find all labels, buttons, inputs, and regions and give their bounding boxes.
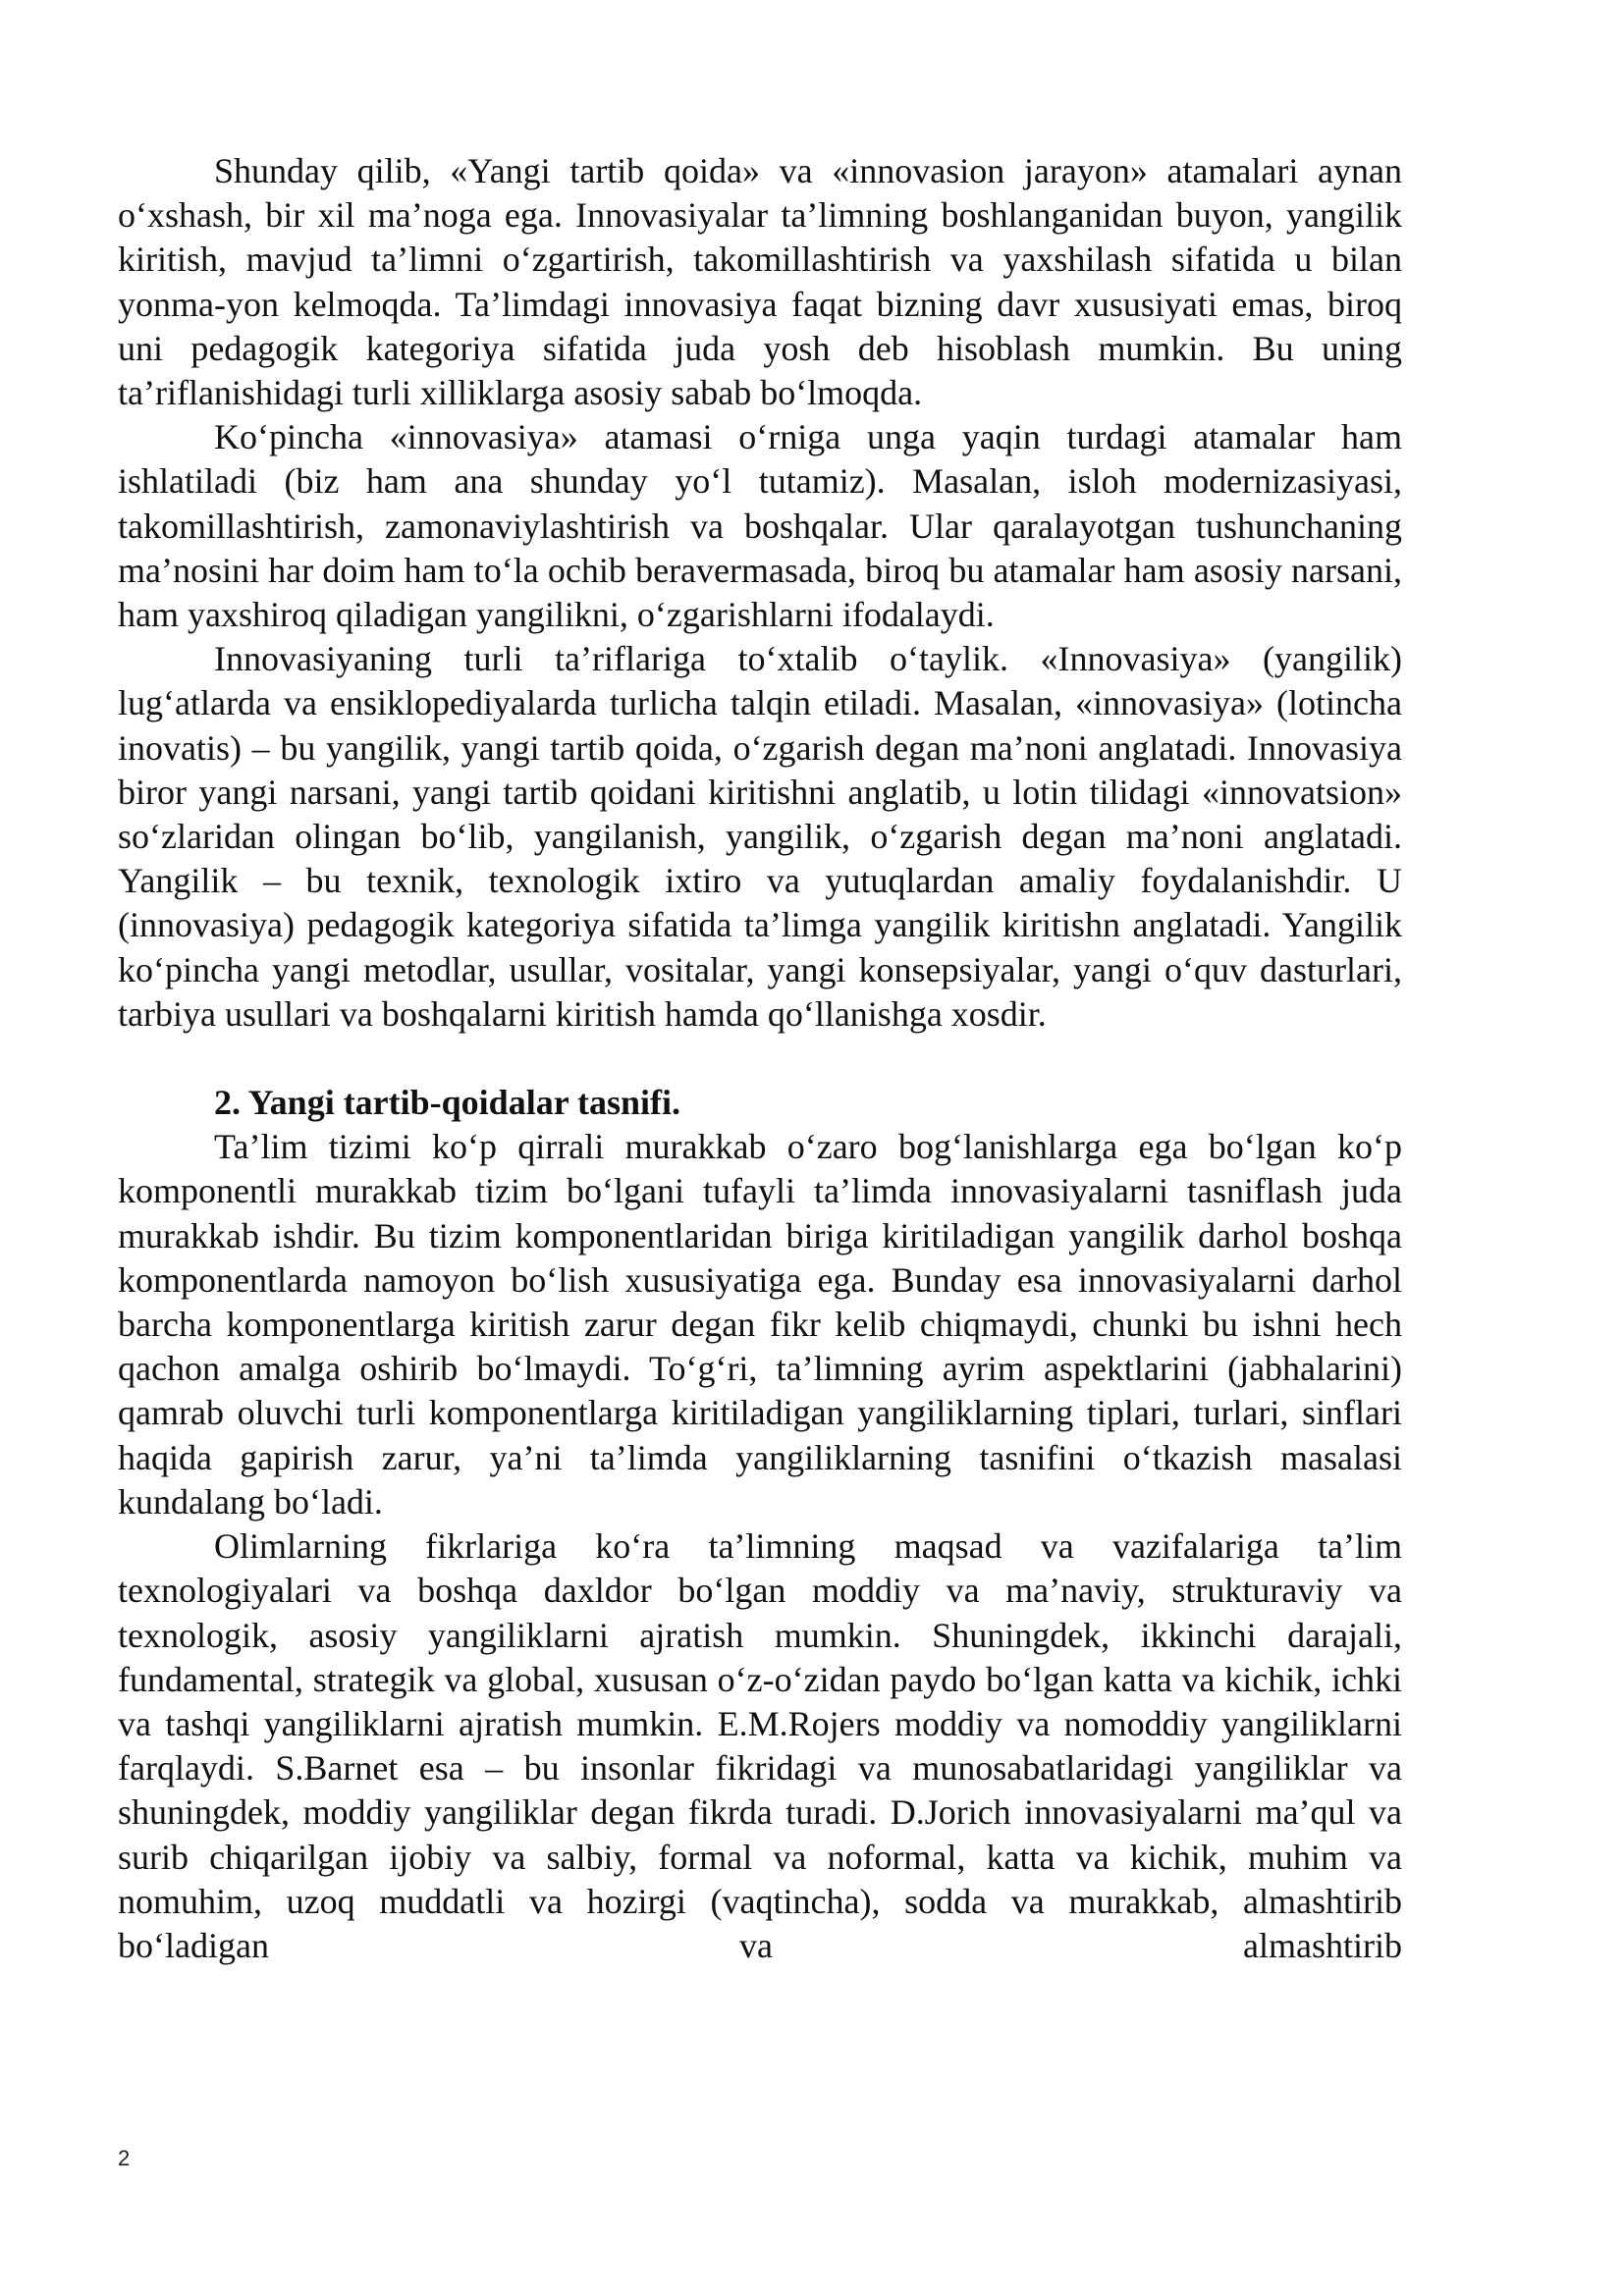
page-body — [118, 149, 1402, 1968]
paragraph: Ta’lim tizimi ko‘p qirrali murakkab o‘zaro bog‘lanishlarga ega bo‘lgan ko‘p komponentli murakkab tizim bo‘lgani tufayli ta’limda innovasiyalarni tasniflash juda murakkab ishdir. Bu tizim komponentlaridan biriga kiritiladigan yangilik darhol boshqa komponentlarda namoyon bo‘lish xususiyatiga ega. Bunday esa innovasiyalarni darhol barcha komponentlarga kiritish zarur degan fikr kelib chiqmaydi, chunki bu ishni hech qachon amalga oshirib bo‘lmaydi. To‘g‘ri, ta’limning ayrim aspektlarini (jabhalarini) qamrab oluvchi turli komponentlarga kiritiladigan yangiliklarning tiplari, turlari, sinflari haqida gapirish zarur, ya’ni ta’limda yangiliklarning tasnifini o‘tkazish masalasi kundalang bo‘ladi. — [118, 1127, 1402, 1522]
paragraph: Ko‘pincha «innovasiya» atamasi o‘rniga unga yaqin turdagi atamalar ham ishlatiladi (biz ham ana shunday yo‘l tutamiz). Masalan, isloh modernizasiyasi, takomillashtirish, zamonaviylashtirish va boshqalar. Ular qaralayotgan tushunchaning ma’nosini har doim ham to‘la ochib beravermasada, biroq bu atamalar ham asosiy narsani, ham yaxshiroq qiladigan yangilikni, o‘zgarishlarni ifodalaydi. — [118, 417, 1402, 635]
section-heading: 2. Yangi tartib-qoidalar tasnifi. — [214, 1083, 681, 1123]
paragraph: Shunday qilib, «Yangi tartib qoida» va «innovasion jarayon» atamalari aynan o‘xshash, bir xil ma’noga ega. Innovasiyalar ta’limning boshlanganidan buyon, yangilik kiritish, mavjud ta’limni o‘zgartirish, takomillashtirish va yaxshilash sifatida u bilan yonma-yon kelmoqda. Ta’limdagi innovasiya faqat bizning davr xususiyati emas, biroq uni pedagogik kategoriya sifatida juda yosh deb hisoblash mumkin. Bu uning ta’riflanishidagi turli xilliklarga asosiy sabab bo‘lmoqda. — [118, 151, 1402, 413]
page-number: 2 — [118, 2146, 131, 2170]
paragraph: Olimlarning fikrlariga ko‘ra ta’limning maqsad va vazifalariga ta’lim texnologiyalari va boshqa daxldor bo‘lgan moddiy va ma’naviy, strukturaviy va texnologik, asosiy yangiliklarni ajratish mumkin. Shuningdek, ikkinchi darajali, fundamental, strategik va global, xususan o‘z-o‘zidan paydo bo‘lgan katta va kichik, ichki va tashqi yangiliklarni ajratish mumkin. E.M.Rojers moddiy va nomoddiy yangiliklarni farqlaydi. S.Barnet esa – bu insonlar fikridagi va munosabatlaridagi yangiliklar va shuningdek, moddiy yangiliklar degan fikrda turadi. D.Jorich innovasiyalarni ma’qul va surib chiqarilgan ijobiy va salbiy, formal va noformal, katta va kichik, muhim va nomuhim, uzoq muddatli va hozirgi (vaqtincha), sodda va murakkab, almashtirib bo‘ladigan va almashtirib — [118, 1526, 1402, 1965]
paragraph: Innovasiyaning turli ta’riflariga to‘xtalib o‘taylik. «Innovasiya» (yangilik) lug‘atlarda va ensiklopediyalarda turlicha talqin etiladi. Masalan, «innovasiya» (lotincha inovatis) – bu yangilik, yangi tartib qoida, o‘zgarish degan ma’noni anglatadi. Innovasiya biror yangi narsani, yangi tartib qoidani kiritishni anglatib, u lotin tilidagi «innovatsion» so‘zlaridan olingan bo‘lib, yangilanish, yangilik, o‘zgarish degan ma’noni anglatadi. Yangilik – bu texnik, texnologik ixtiro va yutuqlardan amaliy foydalanishdir. U (innovasiya) pedagogik kategoriya sifatida ta’limga yangilik kiritishn anglatadi. Yangilik ko‘pincha yangi metodlar, usullar, vositalar, yangi konsepsiyalar, yangi o‘quv dasturlari, tarbiya usullari va boshqalarni kiritish hamda qo‘llanishga xosdir. — [118, 639, 1402, 1034]
